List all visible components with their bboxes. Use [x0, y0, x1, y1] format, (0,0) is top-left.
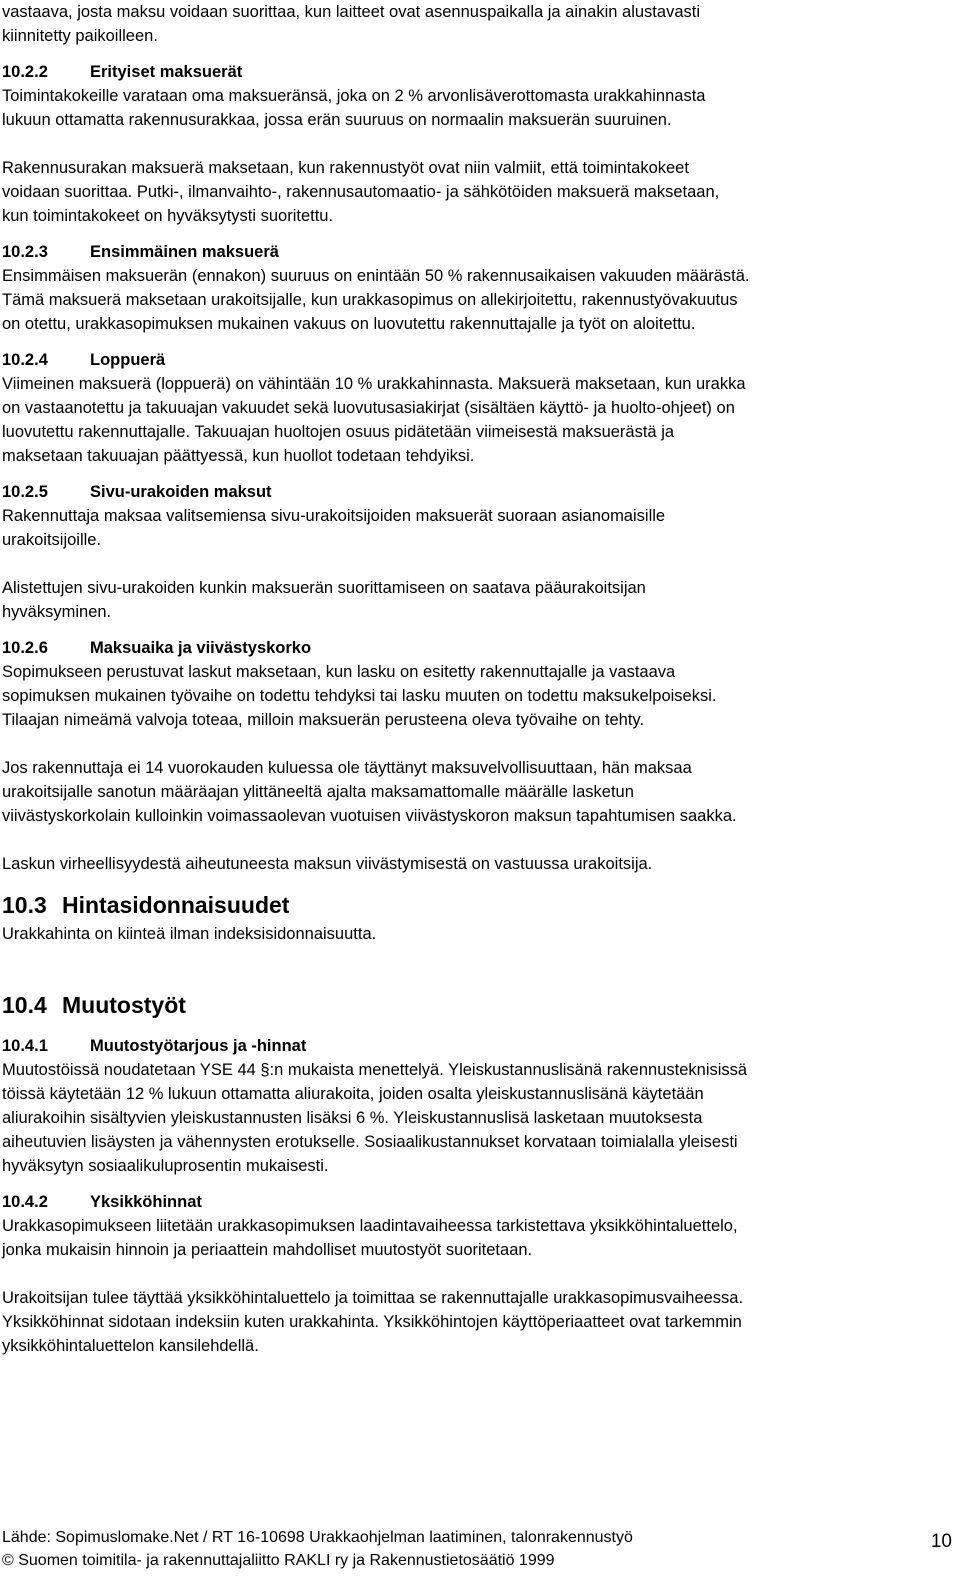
section-number: 10.2.3	[2, 243, 48, 261]
heading-10-2-3	[2, 240, 952, 264]
section-title: Hintasidonnaisuudet	[62, 892, 290, 918]
section-number: 10.4.1	[2, 1037, 48, 1055]
heading-10-4-2	[2, 1190, 952, 1214]
heading-10-2-5	[2, 480, 952, 504]
section-number: 10.2.5	[2, 483, 48, 501]
paragraph-line: Ensimmäisen maksuerän (ennakon) suuruus on enintään 50 % rakennusaikaisen vakuuden määrästä.	[2, 267, 750, 285]
heading-10-2-2	[2, 60, 952, 84]
heading-10-4	[2, 988, 952, 1022]
paragraph-line: hyväksytyn sosiaalikuluprosentin mukaisesti.	[2, 1157, 329, 1175]
section-number: 10.4	[2, 992, 47, 1018]
paragraph-line: viivästyskorkolain kulloinkin voimassaolevan vuotuisen viivästyskoron maksun tapahtumisen saakka.	[2, 807, 737, 825]
paragraph-line: Toimintakokeille varataan oma maksueränsä, joka on 2 % arvonlisäverottomasta urakkahinnasta	[2, 87, 706, 105]
document-page	[2, 0, 952, 1358]
paragraph-line: aiheutuvien lisäysten ja vähennysten erotukselle. Sosiaalikustannukset korvataan toimialalla yleisesti	[2, 1133, 738, 1151]
page-footer	[2, 1526, 952, 1572]
paragraph-line: hyväksyminen.	[2, 603, 112, 621]
paragraph-line: Urakoitsijan tulee täyttää yksikköhintaluettelo ja toimittaa se rakennuttajalle urakkasopimusvaiheessa.	[2, 1289, 744, 1307]
heading-10-2-6	[2, 636, 952, 660]
paragraph-line: lukuun ottamatta rakennusurakkaa, jossa erän suuruus on normaalin maksuerän suuruinen.	[2, 111, 672, 129]
paragraph-line: jonka mukaisin hinnoin ja periaattein mahdolliset muutostyöt suoritetaan.	[2, 1241, 533, 1259]
paragraph-line: Laskun virheellisyydestä aiheutuneesta maksun viivästymisestä on vastuussa urakoitsija.	[2, 855, 653, 873]
section-number: 10.4.2	[2, 1193, 48, 1211]
section-title: Sivu-urakoiden maksut	[90, 483, 272, 501]
paragraph-line: töissä käytetään 12 % lukuun ottamatta aliurakoita, joiden osalta yleiskustannuslisänä käytetään	[2, 1085, 704, 1103]
paragraph-line: Alistettujen sivu-urakoiden kunkin maksuerän suorittamiseen on saatava pääurakoitsijan	[2, 579, 646, 597]
section-title: Muutostyöt	[62, 992, 186, 1018]
paragraph-line: Sopimukseen perustuvat laskut maksetaan, kun lasku on esitetty rakennuttajalle ja vastaava	[2, 663, 676, 681]
paragraph-line: Jos rakennuttaja ei 14 vuorokauden kuluessa ole täyttänyt maksuvelvollisuuttaan, hän maksaa	[2, 759, 692, 777]
paragraph-line: Rakennusurakan maksuerä maksetaan, kun rakennustyöt ovat niin valmiit, että toimintakokeet	[2, 159, 689, 177]
section-title: Ensimmäinen maksuerä	[90, 243, 279, 261]
paragraph-line: Urakkahinta on kiinteä ilman indeksisidonnaisuutta.	[2, 925, 377, 943]
paragraph-line: Rakennuttaja maksaa valitsemiensa sivu-urakoitsijoiden maksuerät suoraan asianomaisille	[2, 507, 666, 525]
section-title: Erityiset maksuerät	[90, 63, 243, 81]
intro-line-1: vastaava, josta maksu voidaan suorittaa, kun laitteet ovat asennuspaikalla ja ainakin alustavasti	[2, 3, 700, 21]
paragraph-line: urakoitsijoille.	[2, 531, 102, 549]
paragraph-line: Muutostöissä noudatetaan YSE 44 §:n mukaista menettelyä. Yleiskustannuslisänä rakennusteknisissä	[2, 1061, 748, 1079]
section-title: Maksuaika ja viivästyskorko	[90, 639, 312, 657]
heading-10-4-1	[2, 1034, 952, 1058]
section-title: Loppuerä	[90, 351, 166, 369]
paragraph-line: sopimuksen mukainen työvaihe on todettu tehdyksi tai lasku muuten on todettu maksukelpoiseksi.	[2, 687, 717, 705]
paragraph-line: luovutettu rakennuttajalle. Takuuajan huoltojen osuus pidätetään viimeisestä maksuerästä ja	[2, 423, 675, 441]
paragraph-line: urakoitsijalle sanotun määräajan ylittäneeltä ajalta maksamattomalle määrälle lasketun	[2, 783, 634, 801]
paragraph-line: voidaan suorittaa. Putki-, ilmanvaihto-, rakennusautomaatio- ja sähkötöiden maksuerä maksetaan,	[2, 183, 720, 201]
intro-line-2: kiinnitetty paikoilleen.	[2, 27, 158, 45]
section-number: 10.2.2	[2, 63, 48, 81]
paragraph-line: yksikköhintaluettelon kansilehdellä.	[2, 1337, 259, 1355]
page-number: 10	[930, 1531, 952, 1552]
paragraph-line: aliurakoihin sisältyvien yleiskustannusten lisäksi 6 %. Yleiskustannuslisä lasketaan muutoksesta	[2, 1109, 703, 1127]
paragraph-line: kun toimintakokeet on hyväksytysti suoritettu.	[2, 207, 334, 225]
section-number: 10.2.4	[2, 351, 48, 369]
footer-source: Lähde: Sopimuslomake.Net / RT 16-10698 Urakkaohjelman laatiminen, talonrakennustyö	[2, 1529, 633, 1546]
paragraph-line: Tilaajan nimeämä valvoja toteaa, milloin maksuerän perusteena oleva työvaihe on tehty.	[2, 711, 645, 729]
paragraph-line: Tämä maksuerä maksetaan urakoitsijalle, kun urakkasopimus on allekirjoitettu, rakennustyövakuutus	[2, 291, 738, 309]
heading-10-3	[2, 888, 952, 922]
section-number: 10.3	[2, 892, 47, 918]
footer-copyright: © Suomen toimitila- ja rakennuttajaliitto RAKLI ry ja Rakennustietosäätiö 1999	[2, 1552, 555, 1569]
paragraph-line: on otettu, urakkasopimuksen mukainen vakuus on luovutettu rakennuttajalle ja työt on aloitettu.	[2, 315, 696, 333]
section-number: 10.2.6	[2, 639, 48, 657]
section-title: Muutostyötarjous ja -hinnat	[90, 1037, 307, 1055]
paragraph-line: Yksikköhinnat sidotaan indeksiin kuten urakkahinta. Yksikköhintojen käyttöperiaatteet ovat tarkemmin	[2, 1313, 742, 1331]
paragraph-line: Viimeinen maksuerä (loppuerä) on vähintään 10 % urakkahinnasta. Maksuerä maksetaan, kun urakka	[2, 375, 746, 393]
paragraph-line: maksetaan takuuajan päättyessä, kun huollot todetaan tehdyiksi.	[2, 447, 475, 465]
paragraph-line: on vastaanotettu ja takuuajan vakuudet sekä luovutusasiakirjat (sisältäen käyttö- ja huolto-ohjeet) on	[2, 399, 735, 417]
section-title: Yksikköhinnat	[90, 1193, 202, 1211]
heading-10-2-4	[2, 348, 952, 372]
paragraph-line: Urakkasopimukseen liitetään urakkasopimuksen laadintavaiheessa tarkistettava yksikköhintaluettelo,	[2, 1217, 738, 1235]
